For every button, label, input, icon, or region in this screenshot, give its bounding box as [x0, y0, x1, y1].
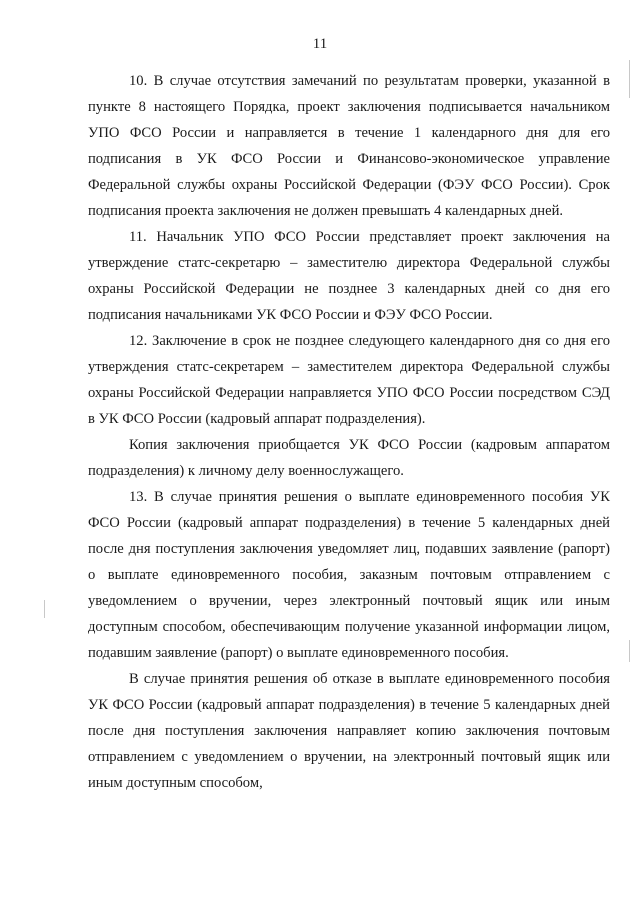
document-body: [88, 68, 610, 796]
paragraph-13: 13. В случае принятия решения о выплате единовременного пособия УК ФСО России (кадровый аппарат подразделения) в течение 5 календарных дней после дня поступления заключения уведомляет лиц, подавших заявление (рапорт) о выплате единовременного пособия, заказным почтовым отправлением с уведомлением о вручении, через электронный почтовый ящик или иным доступным способом, обеспечивающим получение указанной информации лицом, подавшим заявление (рапорт) о выплате единовременного пособия.: [88, 489, 610, 661]
scan-edge-mark: [44, 600, 45, 618]
paragraph-12: 12. Заключение в срок не позднее следующего календарного дня со дня его утверждения статс-секретарем – заместителем директора Федеральной службы охраны Российской Федерации направляется УПО ФСО России посредством СЭД в УК ФСО России (кадровый аппарат подразделения).: [88, 333, 610, 427]
paragraph-11: 11. Начальник УПО ФСО России представляет проект заключения на утверждение статс-секретарю – заместителю директора Федеральной службы охраны Российской Федерации не позднее 3 календарных дней со дня его подписания начальниками УК ФСО России и ФЭУ ФСО России.: [88, 229, 610, 323]
scan-edge-mark: [629, 60, 630, 98]
paragraph-12-copy: Копия заключения приобщается УК ФСО России (кадровым аппаратом подразделения) к личному делу военнослужащего.: [88, 437, 610, 479]
paragraph-13-refusal: В случае принятия решения об отказе в выплате единовременного пособия УК ФСО России (кадровый аппарат подразделения) в течение 5 календарных дней после дня поступления заключения направляет копию заключения почтовым отправлением с уведомлением о вручении, на электронный почтовый ящик или иным доступным способом,: [88, 671, 610, 791]
page-number: 11: [312, 36, 328, 52]
scan-edge-mark: [629, 640, 630, 662]
paragraph-10: 10. В случае отсутствия замечаний по результатам проверки, указанной в пункте 8 настоящего Порядка, проект заключения подписывается начальником УПО ФСО России и направляется в течение 1 календарного дня для его подписания в УК ФСО России и Финансово-экономическое управление Федеральной службы охраны Российской Федерации (ФЭУ ФСО России). Срок подписания проекта заключения не должен превышать 4 календарных дней.: [88, 73, 610, 219]
